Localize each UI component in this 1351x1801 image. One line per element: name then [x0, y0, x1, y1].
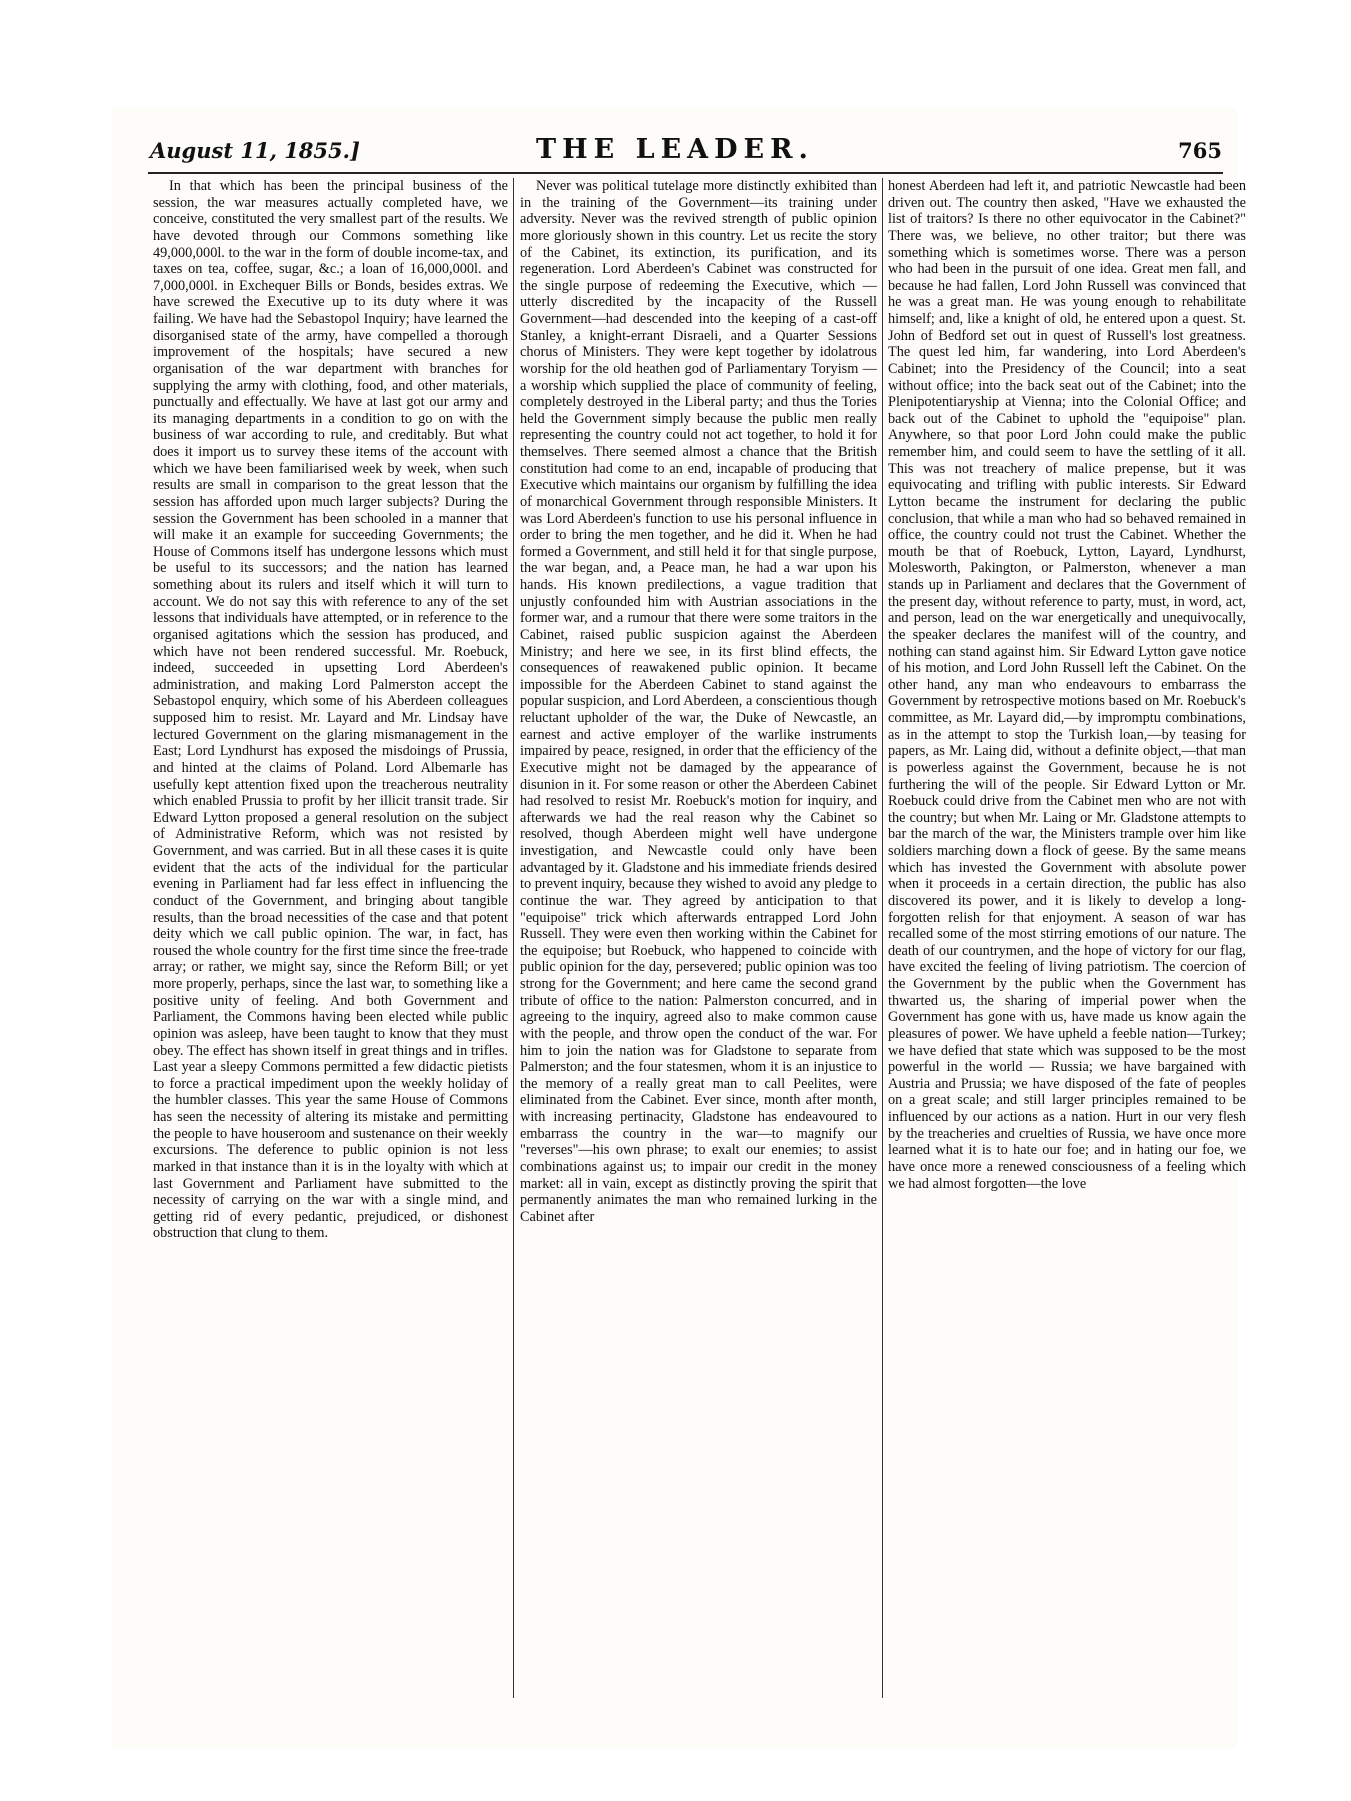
page-header	[120, 130, 1230, 172]
column-3-text: honest Aberdeen had left it, and patriotic Newcastle had been driven out. The country then asked, "Have we exhausted the list of traitors? Is there no other equivocator in the Cabinet?" There was, we believe, no other traitor; but there was something which is sometimes worse. There was a person who had been in the pursuit of one idea. Great men fall, and because he had fallen, Lord John Russell was convinced that he was a great man. He was young enough to rehabilitate himself; and, like a knight of old, he entered upon a quest. St. John of Bedford set out in quest of Russell's lost greatness. The quest led him, far wandering, into Lord Aberdeen's Cabinet; into the Presidency of the Council; into a seat without office; into the back seat out of the Cabinet; into the Plenipotentiaryship at Vienna; into the Colonial Office; and back out of the Cabinet to uphold the "equipoise" plan. Anywhere, so that poor Lord John could make the public remember him, and could seem to have the settling of it all. This was not treachery of malice prepense, but it was equivocating and trifling with public interests. Sir Edward Lytton became the instrument for declaring the public conclusion, that while a man who had so behaved remained in office, the country could not trust the Cabinet. Whether the mouth be that of Roebuck, Lytton, Layard, Lyndhurst, Molesworth, Pakington, or Palmerston, whenever a man stands up in Parliament and declares that the Government of the present day, without reference to party, must, in word, act, and person, lead on the war energetically and unequivocally, the speaker declares the manifest will of the country, and nothing can stand against him. Sir Edward Lytton gave notice of his motion, and Lord John Russell left the Cabinet. On the other hand, any man who endeavours to embarrass the Government by retrospective motions based on Mr. Roebuck's committee, as Mr. Layard did,—by impromptu combinations, as in the attempt to stop the Turkish loan,—by teasing for papers, as Mr. Laing did, without a definite object,—that man is powerless against the Government, because he is not furthering the will of the people. Sir Edward Lytton or Mr. Roebuck could drive from the Cabinet men who are not with the country; but when Mr. Laing or Mr. Gladstone attempts to bar the march of the war, the Ministers trample over him like soldiers marching down a flock of geese. By the same means which has invested the Government with absolute power when it proceeds in a certain direction, the public has also discovered its power, and it is likely to develop a long-forgotten relish for that enjoyment. A season of war has recalled some of the most stirring emotions of our nature. The death of our countrymen, and the hope of victory for our flag, have excited the feeling of living patriotism. The coercion of the Government by the public when the Government has thwarted us, the sharing of imperial power when the Government has gone with us, have made us know again the pleasures of power. We have upheld a feeble nation—Turkey; we have defied that state which was supposed to be the most powerful in the world — Russia; we have bargained with Austria and Prussia; we have disposed of the fate of peoples on a great scale; and still larger principles remained to be influenced by our actions as a nation. Hurt in our very flesh by the treacheries and cruelties of Russia, we have once more learned what it is to hate our foe; and in hating our foe, we have once more a renewed consciousness of a feeling which we had almost forgotten—the love	[888, 178, 1246, 1192]
column-1-text: In that which has been the principal business of the session, the war measures actually completed have, we conceive, constituted the very smallest part of the results. We have devoted through our Commons something like 49,000,000l. to the war in the form of double income-tax, and taxes on tea, coffee, sugar, &c.; a loan of 16,000,000l. and 7,000,000l. in Exchequer Bills or Bonds, besides extras. We have screwed the Executive up to its duty where it was failing. We have had the Sebastopol Inquiry; have learned the disorganised state of the army, have compelled a thorough improvement of the hospitals; have secured a new organisation of the war department with branches for supplying the army with clothing, food, and other materials, punctually and effectually. We have at last got our army and its managing departments in a condition to go on with the business of war according to rule, and creditably. But what does it import us to survey these items of the account with which we have been familiarised week by week, when such results are small in comparison to the great lesson that the session has afforded upon much larger subjects? During the session the Government has been schooled in a manner that will make it an example for succeeding Governments; the House of Commons itself has undergone lessons which must be useful to its successors; and the nation has learned something about its rulers and itself which it will turn to account. We do not say this with reference to any of the set lessons that individuals have attempted, or in reference to the organised agitations which the session has produced, and which have not been rendered successful. Mr. Roebuck, indeed, succeeded in upsetting Lord Aberdeen's administration, and making Lord Palmerston accept the Sebastopol enquiry, which some of his Aberdeen colleagues supposed him to resist. Mr. Layard and Mr. Lindsay have lectured Government on the glaring mismanagement in the East; Lord Lyndhurst has exposed the misdoings of Prussia, and hinted at the claims of Poland. Lord Albemarle has usefully kept attention fixed upon the treacherous neutrality which enabled Prussia to profit by her illicit transit trade. Sir Edward Lytton proposed a general resolution on the subject of Administrative Reform, which was not resisted by Government, and was carried. But in all these cases it is quite evident that the acts of the individual for the particular evening in Parliament had far less effect in influencing the conduct of the Government, and bringing about tangible results, than the broad necessities of the case and that potent deity which we call public opinion. The war, in fact, has roused the whole country for the first time since the free-trade array; or rather, we might say, since the Reform Bill; or yet more properly, perhaps, since the last war, to something like a positive unity of feeling. And both Government and Parliament, the Commons having been elected while public opinion was asleep, have been taught to know that they must obey. The effect has shown itself in great things and in trifles. Last year a sleepy Commons permitted a few didactic pietists to force a practical impediment upon the weekly holiday of the humbler classes. This year the same House of Commons has seen the necessity of altering its mistake and permitting the people to have houseroom and sustenance on their weekly excursions. The deference to public opinion is not less marked in that instance than it is in the loyalty with which at last Government and Parliament have submitted to the necessity of carrying on the war with a single mind, and getting rid of every pedantic, prejudiced, or dishonest obstruction that clung to them.	[153, 178, 508, 1242]
masthead-title: THE LEADER.	[536, 134, 814, 165]
column-divider	[882, 178, 883, 1698]
page-number: 765	[1178, 138, 1222, 163]
article-column-3	[888, 178, 1246, 1698]
header-rule	[148, 172, 1223, 174]
column-2-text: Never was political tutelage more distinctly exhibited than in the training of the Government—its training under adversity. Never was the revived strength of public opinion more gloriously shown in this country. Let us recite the story of the Cabinet, its extinction, its purification, and its regeneration. Lord Aberdeen's Cabinet was constructed for the single purpose of redeeming the Executive, which — utterly discredited by the incapacity of the Russell Government—had descended into the keeping of a cast-off Stanley, a knight-errant Disraeli, and a Quarter Sessions chorus of Ministers. They were kept together by idolatrous worship for the old heathen god of Parliamentary Toryism — a worship which supplied the place of community of feeling, completely destroyed in the Liberal party; and thus the Tories held the Government simply because the public men really representing the country could not act together, to hold it for themselves. There seemed almost a chance that the British constitution had come to an end, incapable of producing that Executive which maintains our organism by fulfilling the idea of monarchical Government through responsible Ministers. It was Lord Aberdeen's function to use his personal influence in order to bring the men together, and he did it. When he had formed a Government, and still held it for that single purpose, the war began, and, a Peace man, he had a war upon his hands. His known predilections, a vague tradition that unjustly confounded him with Austrian associations in the former war, and a rumour that there were some traitors in the Cabinet, raised public suspicion against the Aberdeen Ministry; and here we see, in its first blind effects, the consequences of reawakened public opinion. It became impossible for the Aberdeen Cabinet to stand against the popular suspicion, and Lord Aberdeen, a conscientious though reluctant upholder of the war, the Duke of Newcastle, an earnest and active employer of the warlike instruments impaired by peace, resigned, in order that the efficiency of the Executive might not be damaged by the appearance of disunion in it. For some reason or other the Aberdeen Cabinet had resolved to resist Mr. Roebuck's motion for inquiry, and afterwards we had the real reason why the Cabinet so resolved, though Aberdeen might well have undergone investigation, and Newcastle could only have been advantaged by it. Gladstone and his immediate friends desired to prevent inquiry, because they wished to avoid any pledge to continue the war. They agreed by anticipation to that "equipoise" trick which afterwards entrapped Lord John Russell. They were even then working within the Cabinet for the equipoise; but Roebuck, who happened to coincide with public opinion for the day, persevered; public opinion was too strong for the Government; and here came the second grand tribute of office to the nation: Palmerston concurred, and in agreeing to the inquiry, agreed also to make common cause with the people, and throw open the conduct of the war. For him to join the nation was for Gladstone to separate from Palmerston; and the four statesmen, whom it is an injustice to the memory of a really great man to call Peelites, were eliminated from the Cabinet. Ever since, month after month, with increasing pertinacity, Gladstone has endeavoured to embarrass the country in the war—to magnify our "reverses"—his own phrase; to exalt our enemies; to assist combinations against us; to impair our credit in the money market: all in vain, except as distinctly proving the spirit that permanently animates the man who remained lurking in the Cabinet after	[520, 178, 877, 1225]
article-column-2	[520, 178, 877, 1698]
article-column-1	[153, 178, 508, 1698]
issue-date: August 11, 1855.]	[150, 138, 360, 163]
column-divider	[513, 178, 514, 1698]
